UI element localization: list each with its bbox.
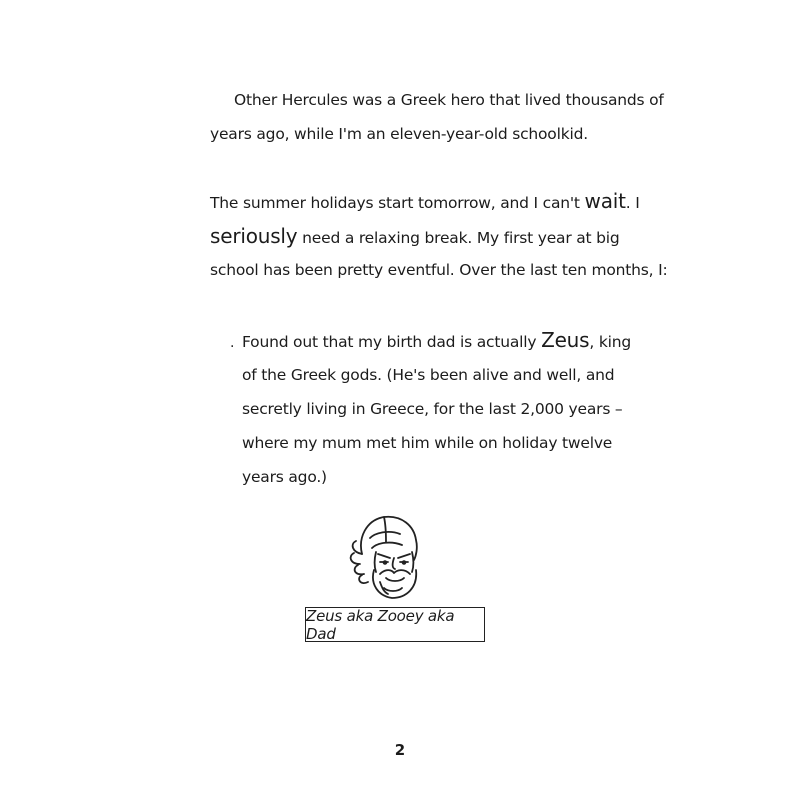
paragraph-2-line-3: school has been pretty eventful. Over the last ten months, I: bbox=[210, 261, 668, 279]
paragraph-2-line-1 bbox=[210, 189, 640, 215]
text-run: need a relaxing break. My first year at big bbox=[297, 229, 620, 247]
zeus-head-icon bbox=[340, 508, 430, 600]
bullet-line-3: secretly living in Greece, for the last 2,000 years – bbox=[242, 400, 623, 418]
bullet-line-1 bbox=[242, 328, 631, 354]
text-run: The summer holidays start tomorrow, and I can't bbox=[210, 194, 585, 212]
bullet-line-4: where my mum met him while on holiday twelve bbox=[242, 434, 613, 452]
bullet-marker: · bbox=[230, 339, 235, 355]
text-run: Found out that my birth dad is actually bbox=[242, 333, 542, 351]
paragraph-1-line-2: years ago, while I'm an eleven-year-old schoolkid. bbox=[210, 125, 588, 143]
paragraph-2-line-2 bbox=[210, 224, 620, 250]
bullet-line-5: years ago.) bbox=[242, 468, 327, 486]
text-run: . I bbox=[625, 194, 640, 212]
paragraph-1-line-1: Other Hercules was a Greek hero that lived thousands of bbox=[234, 91, 664, 109]
emphasis-zeus: Zeus bbox=[541, 328, 590, 352]
page-number: 2 bbox=[394, 741, 406, 759]
text-run: , king bbox=[589, 333, 631, 351]
emphasis-seriously: seriously bbox=[210, 224, 298, 248]
bullet-line-2: of the Greek gods. (He's been alive and well, and bbox=[242, 366, 615, 384]
illustration-caption: Zeus aka Zooey aka Dad bbox=[305, 607, 485, 642]
emphasis-wait: wait bbox=[584, 189, 626, 213]
